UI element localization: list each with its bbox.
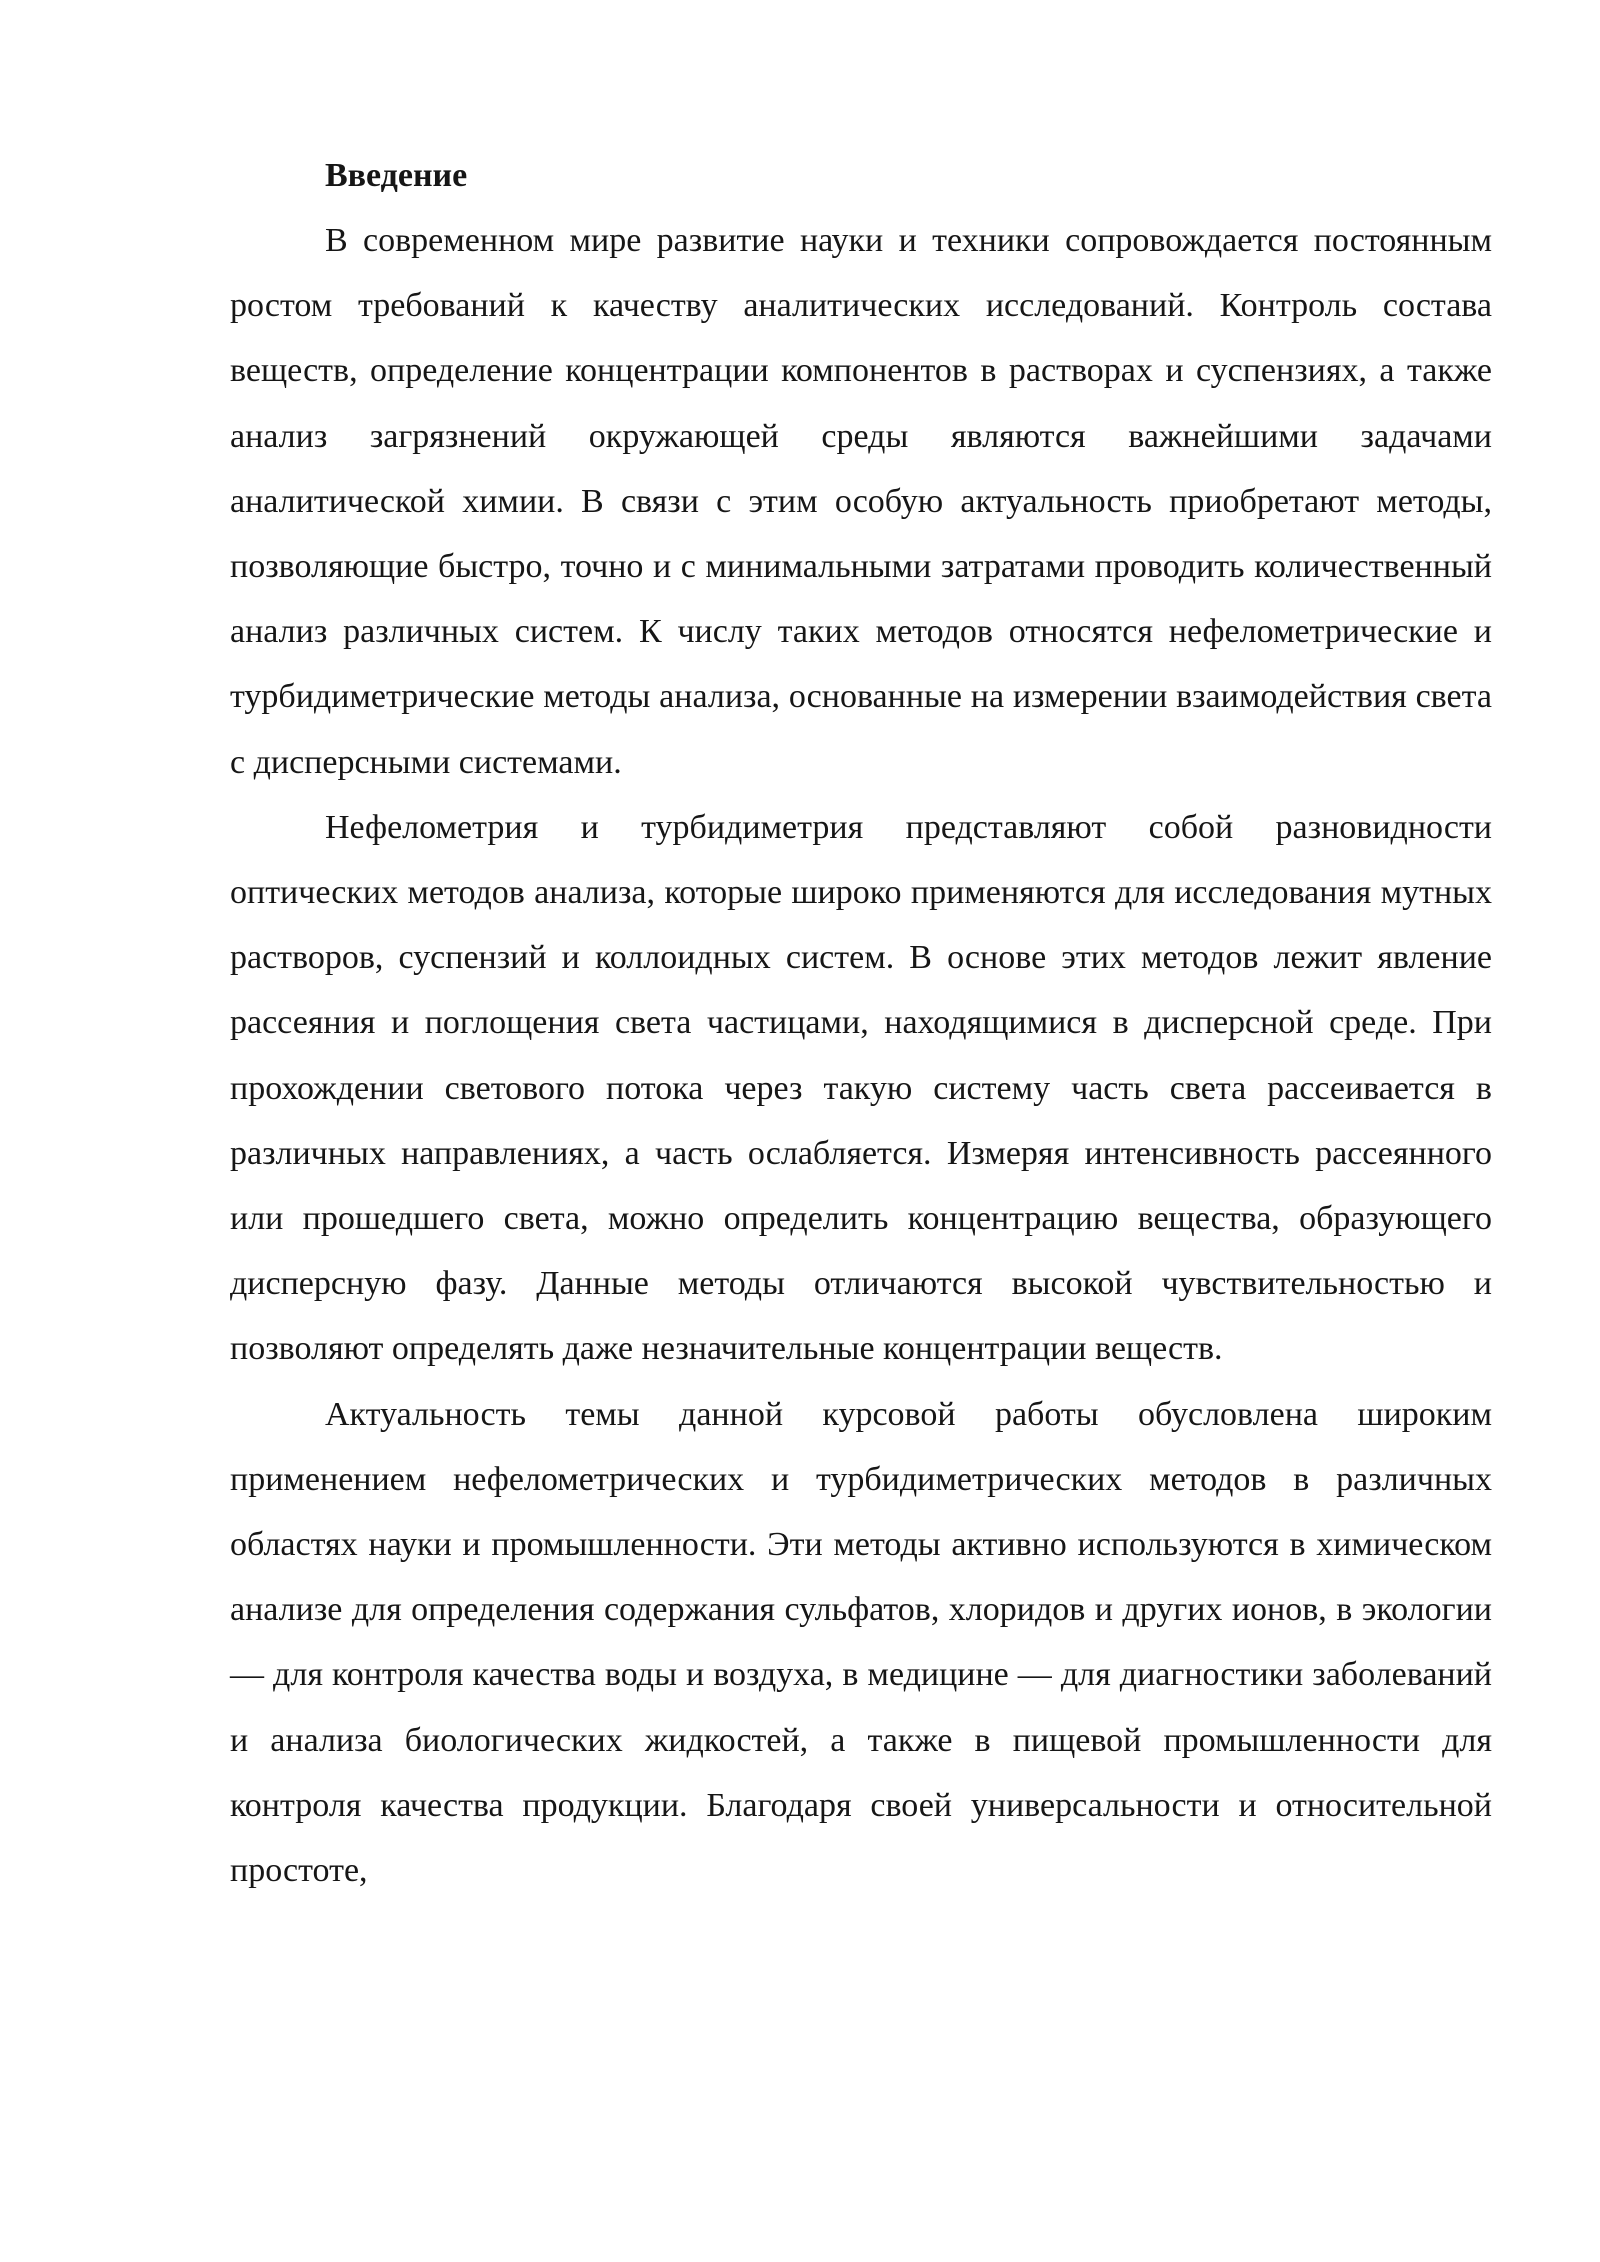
paragraph-1: В современном мире развитие науки и техники сопровождается постоянным ростом требований к качеству аналитических исследований. Контроль состава веществ, определение концентрации компонентов в растворах и суспензиях, а также анализ загрязнений окружающей среды являются важнейшими задачами аналитической химии. В связи с этим особую актуальность приобретают методы, позволяющие быстро, точно и с минимальными затратами проводить количественный анализ различных систем. К числу таких методов относятся нефелометрические и турбидиметрические методы анализа, основанные на измерении взаимодействия света с дисперсными системами. <box>230 222 1492 781</box>
paragraph-2: Нефелометрия и турбидиметрия представляют собой разновидности оптических методов анализа, которые широко применяются для исследования мутных растворов, суспензий и коллоидных систем. В основе этих методов лежит явление рассеяния и поглощения света частицами, находящимися в дисперсной среде. При прохождении светового потока через такую систему часть света рассеивается в различных направлениях, а часть ослабляется. Измеряя интенсивность рассеянного или прошедшего света, можно определить концентрацию вещества, образующего дисперсную фазу. Данные методы отличаются высокой чувствительностью и позволяют определять даже незначительные концентрации веществ. <box>230 808 1492 1368</box>
section-heading: Введение <box>325 157 468 194</box>
paragraph-3: Актуальность темы данной курсовой работы обусловлена широким применением нефелометрических и турбидиметрических методов в различных областях науки и промышленности. Эти методы активно используются в химическом анализе для определения содержания сульфатов, хлоридов и других ионов, в экологии — для контроля качества воды и воздуха, в медицине — для диагностики заболеваний и анализа биологических жидкостей, а также в пищевой промышленности для контроля качества продукции. Благодаря своей универсальности и относительной простоте, <box>230 1395 1492 1890</box>
